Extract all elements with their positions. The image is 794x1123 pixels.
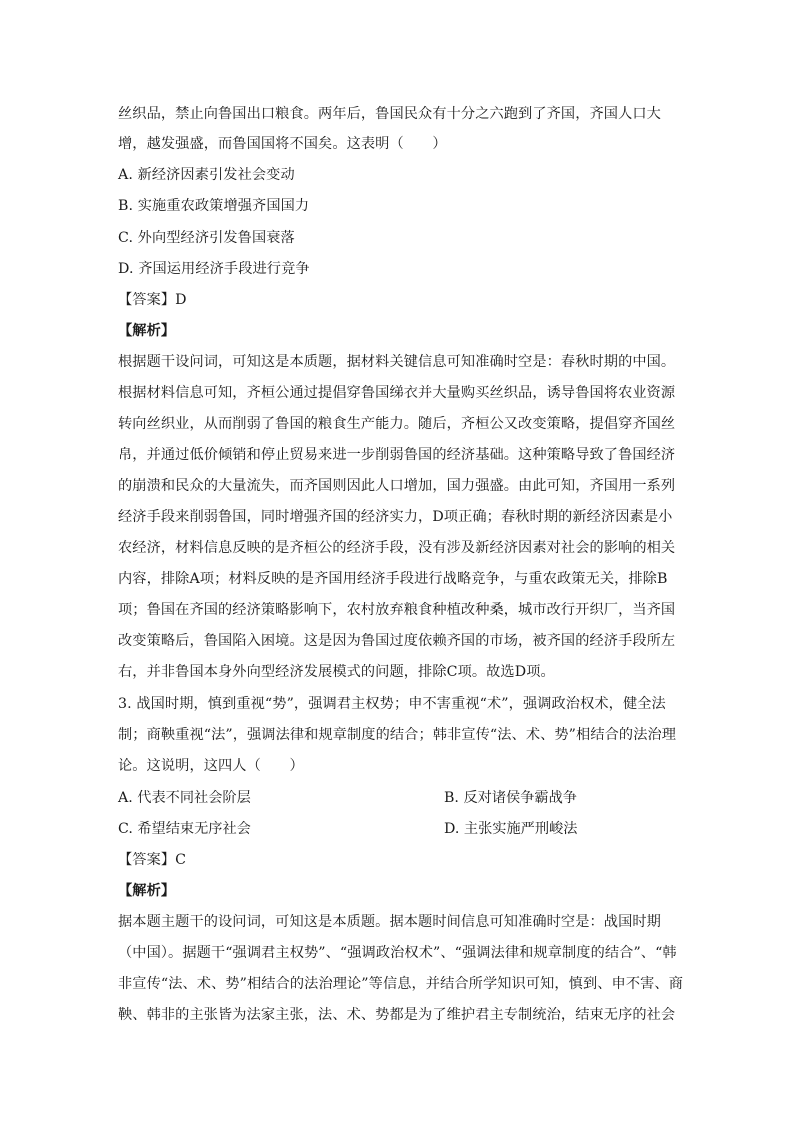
q2-analysis-heading: 【解析】 [118, 323, 176, 339]
q2-analysis-line: 右，并非鲁国本身外向型经济发展模式的问题，排除C项。故选D项。 [118, 664, 555, 680]
q3-option-b: B. 反对诸侯争霸战争 [444, 790, 577, 806]
q2-analysis-line: 的崩溃和民众的大量流失，而齐国则因此人口增加，国力强盛。由此可知，齐国用一系列 [118, 478, 676, 494]
q2-option-c: C. 外向型经济引发鲁国衰落 [118, 230, 295, 246]
q2-analysis-line: 项；鲁国在齐国的经济策略影响下，农村放弃粮食种植改种桑，城市改行开织厂，当齐国 [118, 602, 676, 618]
q3-analysis-line: 据本题主题干的设问词，可知这是本质题。据本题时间信息可知准确时空是：战国时期 [118, 914, 661, 930]
q2-analysis-line: 经济手段来削弱鲁国，同时增强齐国的经济实力，D项正确；春秋时期的新经济因素是小 [118, 509, 673, 525]
q3-analysis-line: （中国）。据题干“强调君主权势”、“强调政治权术”、“强调法律和规章制度的结合”、“韩 [118, 945, 677, 961]
q3-option-a: A. 代表不同社会阶层 [118, 790, 251, 806]
q3-stem-line: 论。这说明，这四人（ ） [118, 758, 304, 774]
q3-analysis-heading: 【解析】 [118, 883, 176, 899]
q3-answer: 【答案】C [118, 852, 187, 868]
q2-analysis-line: 根据题干设问词，可知这是本质题，据材料关键信息可知准确时空是：春秋时期的中国。 [118, 354, 676, 370]
q2-option-a: A. 新经济因素引发社会变动 [118, 167, 295, 183]
q2-stem-line: 增，越发强盛，而鲁国国将不国矣。这表明（ ） [118, 136, 447, 152]
q3-stem-line: 制；商鞅重视“法”，强调法律和规章制度的结合；韩非宣传“法、术、势”相结合的法治理 [118, 727, 677, 743]
q2-analysis-line: 农经济，材料信息反映的是齐桓公的经济手段，没有涉及新经济因素对社会的影响的相关 [118, 540, 676, 556]
q3-option-c: C. 希望结束无序社会 [118, 821, 251, 837]
q3-analysis-line: 非宣传“法、术、势”相结合的法治理论”等信息，并结合所学知识可知，慎到、申不害、商 [118, 976, 683, 992]
q2-analysis-line: 改变策略后，鲁国陷入困境。这是因为鲁国过度依赖齐国的市场，被齐国的经济手段所左 [118, 633, 676, 649]
q3-analysis-line: 鞅、韩非的主张皆为法家主张，法、术、势都是为了维护君主专制统治，结束无序的社会 [118, 1007, 676, 1023]
q2-analysis-line: 帛，并通过低价倾销和停止贸易来进一步削弱鲁国的经济基础。这种策略导致了鲁国经济 [118, 447, 676, 463]
q2-option-d: D. 齐国运用经济手段进行竞争 [118, 261, 310, 277]
q2-analysis-line: 内容，排除A项；材料反映的是齐国用经济手段进行战略竞争，与重农政策无关，排除B [118, 571, 668, 587]
q3-option-d: D. 主张实施严刑峻法 [444, 821, 578, 837]
q2-option-b: B. 实施重农政策增强齐国国力 [118, 198, 310, 214]
q2-answer: 【答案】D [118, 292, 187, 308]
q2-stem-line: 丝织品，禁止向鲁国出口粮食。两年后，鲁国民众有十分之六跑到了齐国，齐国人口大 [118, 106, 661, 122]
q3-stem-line: 3. 战国时期，慎到重视“势”，强调君主权势；申不害重视“术”，强调政治权术，健全法 [118, 696, 666, 712]
q2-analysis-line: 根据材料信息可知，齐桓公通过提倡穿鲁国绨衣并大量购买丝织品，诱导鲁国将农业资源 [118, 385, 676, 401]
q2-analysis-line: 转向丝织业，从而削弱了鲁国的粮食生产能力。随后，齐桓公又改变策略，提倡穿齐国丝 [118, 416, 676, 432]
